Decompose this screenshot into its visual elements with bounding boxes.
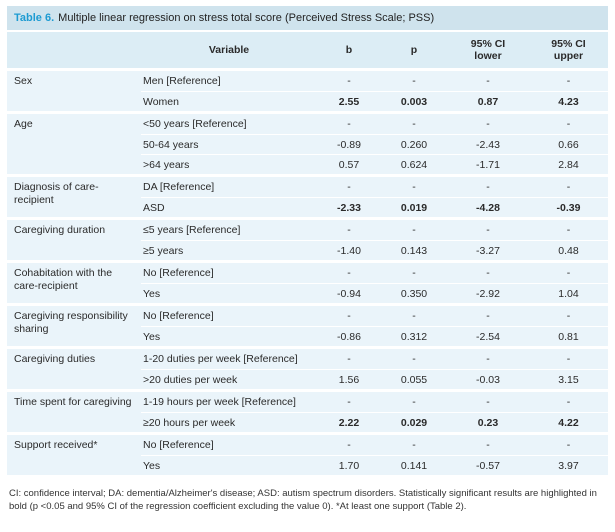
cell-variable: Men [Reference] [143,75,221,87]
group-label: Cohabitation with the care-recipient [14,267,113,292]
table-row [141,369,608,389]
cell-ci-lower: - [486,75,490,87]
group-rows [141,71,608,111]
table-row [141,134,608,154]
group-label: Sex [14,75,33,87]
group-label: Support received* [14,439,98,451]
cell-p: 0.624 [400,158,428,171]
cell-variable: >64 years [143,158,190,171]
cell-ci-lower: - [486,224,490,236]
cell-ci-lower: - [486,181,490,193]
table-row [141,306,608,326]
cell-ci-lower: -4.28 [476,201,500,214]
ci-upper-line1: 95% CI [551,38,586,50]
cell-ci-upper: 0.48 [558,244,579,257]
cell-p: 0.350 [400,287,428,300]
cell-ci-upper: - [566,181,571,193]
cell-ci-lower: - [486,439,490,451]
table-footnote: CI: confidence interval; DA: dementia/Alzheimer's disease; ASD: autism spectrum disorders. Statistically significant results are highlighted in bold (p <0.05 and 95% CI of the regression coefficient excluding the value 0). *At least one support (Table 2). [9,488,597,512]
cell-b: - [347,310,351,322]
cell-variable: DA [Reference] [143,181,215,193]
table-row [141,263,608,283]
table-row [141,349,608,369]
cell-b: 2.55 [338,95,360,108]
group-rows [141,177,608,217]
cell-variable: ≥5 years [143,244,184,257]
cell-ci-lower: -3.27 [476,244,500,257]
group-label: Caregiving responsibility sharing [14,310,128,335]
cell-p: - [412,118,416,130]
table-row [141,154,608,174]
table-row [141,114,608,134]
table-row [141,177,608,197]
cell-ci-lower: - [486,267,490,279]
cell-variable: 50-64 years [143,138,199,151]
table-row [141,412,608,432]
cell-variable: No [Reference] [143,439,214,451]
cell-ci-upper: 3.97 [558,459,579,472]
cell-b: - [347,396,351,408]
cell-variable: Yes [143,287,161,300]
table-body [7,71,608,475]
cell-ci-upper: 0.66 [558,138,579,151]
cell-b: -1.40 [337,244,361,257]
cell-b: -0.94 [337,287,361,300]
cell-ci-upper: - [566,353,571,365]
cell-p: - [412,353,416,365]
cell-ci-lower: -2.54 [476,330,500,343]
column-header-p: p [410,44,418,56]
ci-lower-line2: lower [474,50,502,62]
cell-ci-upper: 2.84 [558,158,579,171]
variable-group [7,306,608,346]
column-header-variable: Variable [208,44,250,56]
cell-p: - [412,267,416,279]
cell-ci-lower: 0.23 [477,416,499,429]
group-rows [141,349,608,389]
cell-p: - [412,75,416,87]
cell-variable: 1-20 duties per week [Reference] [143,353,298,365]
variable-group [7,435,608,475]
table-row [141,283,608,303]
cell-p: 0.312 [400,330,428,343]
cell-ci-lower: -2.92 [476,287,500,300]
variable-group [7,71,608,111]
cell-ci-upper: - [566,439,571,451]
cell-ci-upper: 3.15 [558,373,579,386]
table-row [141,197,608,217]
cell-ci-lower: - [486,118,490,130]
cell-variable: Yes [143,330,161,343]
table-header-row [7,32,608,68]
cell-p: - [412,310,416,322]
cell-variable: >20 duties per week [143,373,238,386]
cell-b: - [347,224,351,236]
table-row [141,455,608,475]
variable-group [7,220,608,260]
cell-p: 0.029 [400,416,428,429]
cell-b: - [347,181,351,193]
cell-ci-upper: - [566,267,571,279]
table-row [141,220,608,240]
cell-p: 0.143 [400,244,428,257]
table-row [141,326,608,346]
cell-ci-lower: - [486,310,490,322]
cell-ci-upper: - [566,224,571,236]
cell-ci-lower: -0.03 [476,373,500,386]
table-title-text: Multiple linear regression on stress total score (Perceived Stress Scale; PSS) [58,12,435,24]
cell-ci-lower: - [486,396,490,408]
cell-ci-lower: -0.57 [476,459,500,472]
table-row [141,91,608,111]
cell-p: 0.141 [400,459,428,472]
column-header-b: b [345,44,353,56]
group-rows [141,392,608,432]
variable-group [7,349,608,389]
cell-ci-upper: - [566,396,571,408]
cell-variable: Yes [143,459,161,472]
group-rows [141,263,608,303]
cell-b: - [347,118,351,130]
cell-p: 0.003 [400,95,428,108]
cell-ci-upper: -0.39 [556,201,581,214]
cell-variable: ASD [143,201,165,214]
cell-ci-upper: - [566,118,571,130]
group-rows [141,306,608,346]
cell-p: - [412,396,416,408]
cell-variable: ≥20 hours per week [143,416,236,429]
cell-b: - [347,267,351,279]
cell-b: -2.33 [337,201,361,214]
cell-p: 0.019 [400,201,428,214]
cell-variable: Women [143,95,179,108]
cell-variable: <50 years [Reference] [143,118,247,130]
cell-p: - [412,181,416,193]
cell-ci-lower: -1.71 [476,158,500,171]
variable-group [7,177,608,217]
cell-b: -0.89 [337,138,361,151]
cell-variable: ≤5 years [Reference] [143,224,241,236]
variable-group [7,263,608,303]
ci-upper-line2: upper [553,50,584,62]
cell-ci-lower: -2.43 [476,138,500,151]
cell-ci-lower: - [486,353,490,365]
column-header-ci-upper [529,36,608,64]
cell-ci-upper: - [566,75,571,87]
group-rows [141,220,608,260]
table-row [141,71,608,91]
cell-ci-upper: - [566,310,571,322]
variable-group [7,114,608,174]
group-label: Time spent for caregiving [14,396,132,408]
cell-b: - [347,439,351,451]
cell-p: 0.055 [400,373,428,386]
group-label: Age [14,118,33,130]
cell-b: 2.22 [338,416,360,429]
table-row [141,240,608,260]
cell-variable: No [Reference] [143,310,214,322]
cell-p: - [412,224,416,236]
cell-variable: 1-19 hours per week [Reference] [143,396,296,408]
group-rows [141,114,608,174]
cell-p: - [412,439,416,451]
group-label: Diagnosis of care-recipient [14,181,99,206]
cell-ci-upper: 4.23 [558,95,579,108]
cell-variable: No [Reference] [143,267,214,279]
cell-b: - [347,353,351,365]
cell-ci-upper: 4.22 [558,416,579,429]
cell-b: 1.70 [338,459,360,472]
ci-lower-line1: 95% CI [470,38,506,50]
table-title-bar [7,6,608,30]
cell-b: 1.56 [338,373,360,386]
group-label: Caregiving duties [14,353,96,365]
cell-ci-upper: 1.04 [558,287,579,300]
cell-ci-lower: 0.87 [477,95,499,108]
variable-group [7,392,608,432]
header-spacer-cell [7,32,141,68]
table-row [141,392,608,412]
cell-p: 0.260 [400,138,428,151]
group-rows [141,435,608,475]
cell-b: - [347,75,351,87]
table-row [141,435,608,455]
cell-b: -0.86 [337,330,361,343]
group-label: Caregiving duration [14,224,106,236]
cell-ci-upper: 0.81 [558,330,579,343]
column-header-ci-lower [447,36,529,64]
cell-b: 0.57 [338,158,360,171]
table-number-label: Table 6. [14,12,55,24]
